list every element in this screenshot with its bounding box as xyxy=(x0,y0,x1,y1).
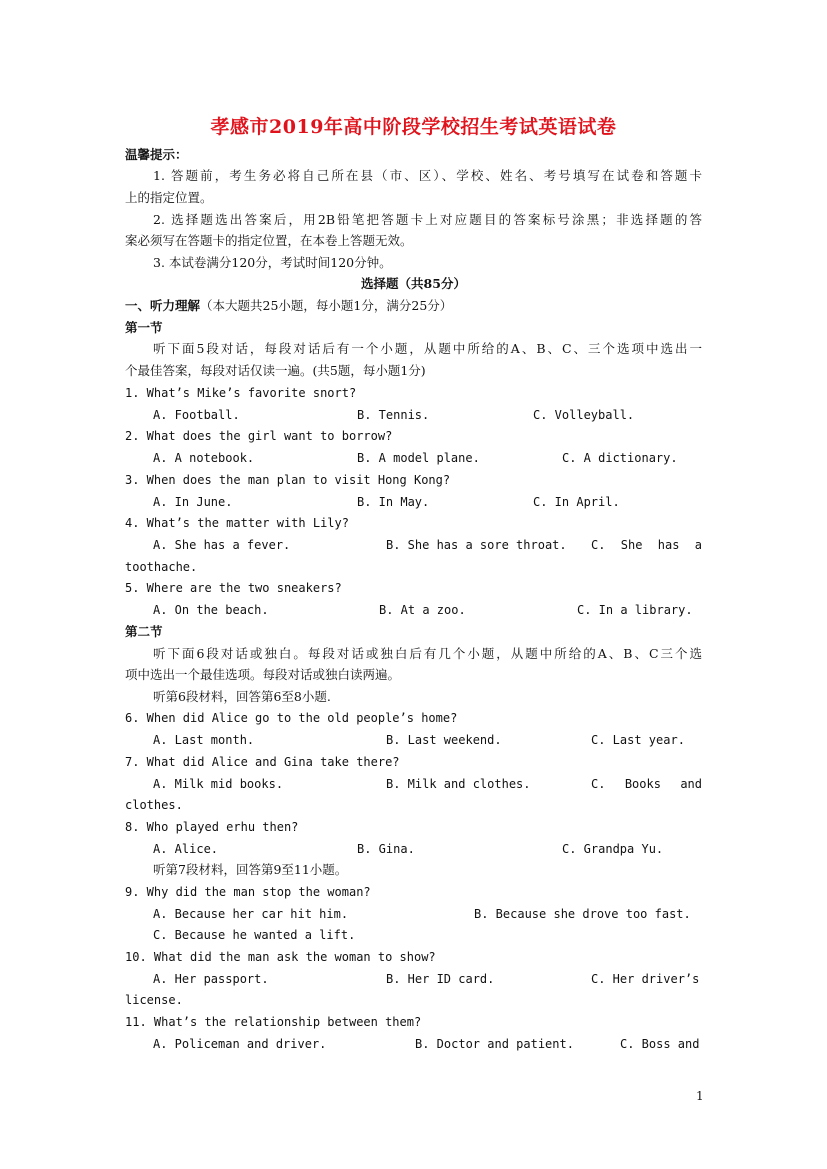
question-2-option-b: B. A model plane. xyxy=(357,451,480,465)
question-7-option-c-cont: clothes. xyxy=(125,798,183,812)
tips-item-3: 3. 本试卷满分120分，考试时间120分钟。 xyxy=(153,255,392,270)
subsection-2-instructions-cont: 项中选出一个最佳选项。每段对话或独白读两遍。 xyxy=(125,667,401,682)
section-title: 选择题（共85分） xyxy=(361,276,466,291)
question-10-stem: 10. What did the man ask the woman to show? xyxy=(125,950,436,964)
page-title: 孝感市2019年高中阶段学校招生考试英语试卷 xyxy=(210,116,617,138)
question-11-stem: 11. What’s the relationship between them? xyxy=(125,1015,422,1029)
part1-heading-label: 一、听力理解 xyxy=(125,298,201,313)
question-7-option-b: B. Milk and clothes. xyxy=(386,777,531,791)
question-1-option-b: B. Tennis. xyxy=(357,408,430,422)
question-11-option-a: A. Policeman and driver. xyxy=(153,1037,327,1051)
question-8-stem: 8. Who played erhu then? xyxy=(125,820,299,834)
question-4-option-c: C. She has a xyxy=(591,538,702,552)
question-7-option-a: A. Milk mid books. xyxy=(153,777,284,791)
question-10-option-c-cont: license. xyxy=(125,993,183,1007)
subsection-1-instructions-cont: 个最佳答案，每段对话仅读一遍。(共5题，每小题1分) xyxy=(125,363,426,378)
question-3-stem: 3. When does the man plan to visit Hong Kong? xyxy=(125,473,451,487)
question-4-stem: 4. What’s the matter with Lily? xyxy=(125,516,349,530)
question-8-option-a: A. Alice. xyxy=(153,842,219,856)
material-7-note: 听第7段材料，回答第9至11小题。 xyxy=(153,862,348,877)
question-8-option-b: B. Gina. xyxy=(357,842,415,856)
question-9-option-c: C. Because he wanted a lift. xyxy=(153,928,356,942)
question-7-option-c: C. Books and xyxy=(591,777,702,791)
subsection-1-instructions: 听下面5段对话，每段对话后有一个小题，从题中所给的A、B、C、三个选项中选出一 xyxy=(153,341,702,356)
question-4-option-c-cont: toothache. xyxy=(125,560,198,574)
question-4-option-b: B. She has a sore throat. xyxy=(386,538,567,552)
question-3-option-b: B. In May. xyxy=(357,495,430,509)
question-2-stem: 2. What does the girl want to borrow? xyxy=(125,429,393,443)
question-6-stem: 6. When did Alice go to the old people’s home? xyxy=(125,711,458,725)
question-5-option-c: C. In a library. xyxy=(577,603,693,617)
question-4-option-a: A. She has a fever. xyxy=(153,538,291,552)
question-9-stem: 9. Why did the man stop the woman? xyxy=(125,885,371,899)
tips-item-1-cont: 上的指定位置。 xyxy=(125,190,213,205)
question-9-option-a: A. Because her car hit him. xyxy=(153,907,349,921)
question-6-option-c: C. Last year. xyxy=(591,733,685,747)
material-6-note: 听第6段材料，回答第6至8小题. xyxy=(153,689,331,704)
tips-item-2-cont: 案必须写在答题卡的指定位置，在本卷上答题无效。 xyxy=(125,233,413,248)
question-5-stem: 5. Where are the two sneakers? xyxy=(125,581,342,595)
question-2-option-c: C. A dictionary. xyxy=(562,451,678,465)
part1-heading-desc: （本大题共25小题，每小题1分，满分25分） xyxy=(200,298,453,313)
page-number: 1 xyxy=(696,1089,704,1103)
question-3-option-c: C. In April. xyxy=(533,495,620,509)
question-8-option-c: C. Grandpa Yu. xyxy=(562,842,664,856)
question-1-stem: 1. What’s Mike’s favorite snort? xyxy=(125,386,357,400)
question-3-option-a: A. In June. xyxy=(153,495,233,509)
question-6-option-a: A. Last month. xyxy=(153,733,255,747)
tips-heading: 温馨提示： xyxy=(125,147,188,162)
question-6-option-b: B. Last weekend. xyxy=(386,733,502,747)
tips-item-1: 1. 答题前，考生务必将自己所在县（市、区）、学校、姓名、考号填写在试卷和答题卡 xyxy=(153,168,702,183)
subsection-1-heading: 第一节 xyxy=(125,320,163,335)
question-11-option-b: B. Doctor and patient. xyxy=(415,1037,574,1051)
question-10-option-a: A. Her passport. xyxy=(153,972,269,986)
question-2-option-a: A. A notebook. xyxy=(153,451,255,465)
question-11-option-c: C. Boss and xyxy=(620,1037,700,1051)
question-1-option-a: A. Football. xyxy=(153,408,240,422)
subsection-2-instructions: 听下面6段对话或独白。每段对话或独白后有几个小题，从题中所给的A、B、C三个选 xyxy=(153,646,702,661)
question-9-option-b: B. Because she drove too fast. xyxy=(474,907,691,921)
question-1-option-c: C. Volleyball. xyxy=(533,408,635,422)
question-10-option-c: C. Her driver’s xyxy=(591,972,700,986)
tips-item-2: 2. 选择题选出答案后，用2B铅笔把答题卡上对应题目的答案标号涂黑；非选择题的答 xyxy=(153,212,702,227)
question-7-stem: 7. What did Alice and Gina take there? xyxy=(125,755,400,769)
question-5-option-b: B. At a zoo. xyxy=(379,603,466,617)
subsection-2-heading: 第二节 xyxy=(125,624,163,639)
question-10-option-b: B. Her ID card. xyxy=(386,972,495,986)
question-5-option-a: A. On the beach. xyxy=(153,603,269,617)
part1-heading xyxy=(125,297,702,315)
